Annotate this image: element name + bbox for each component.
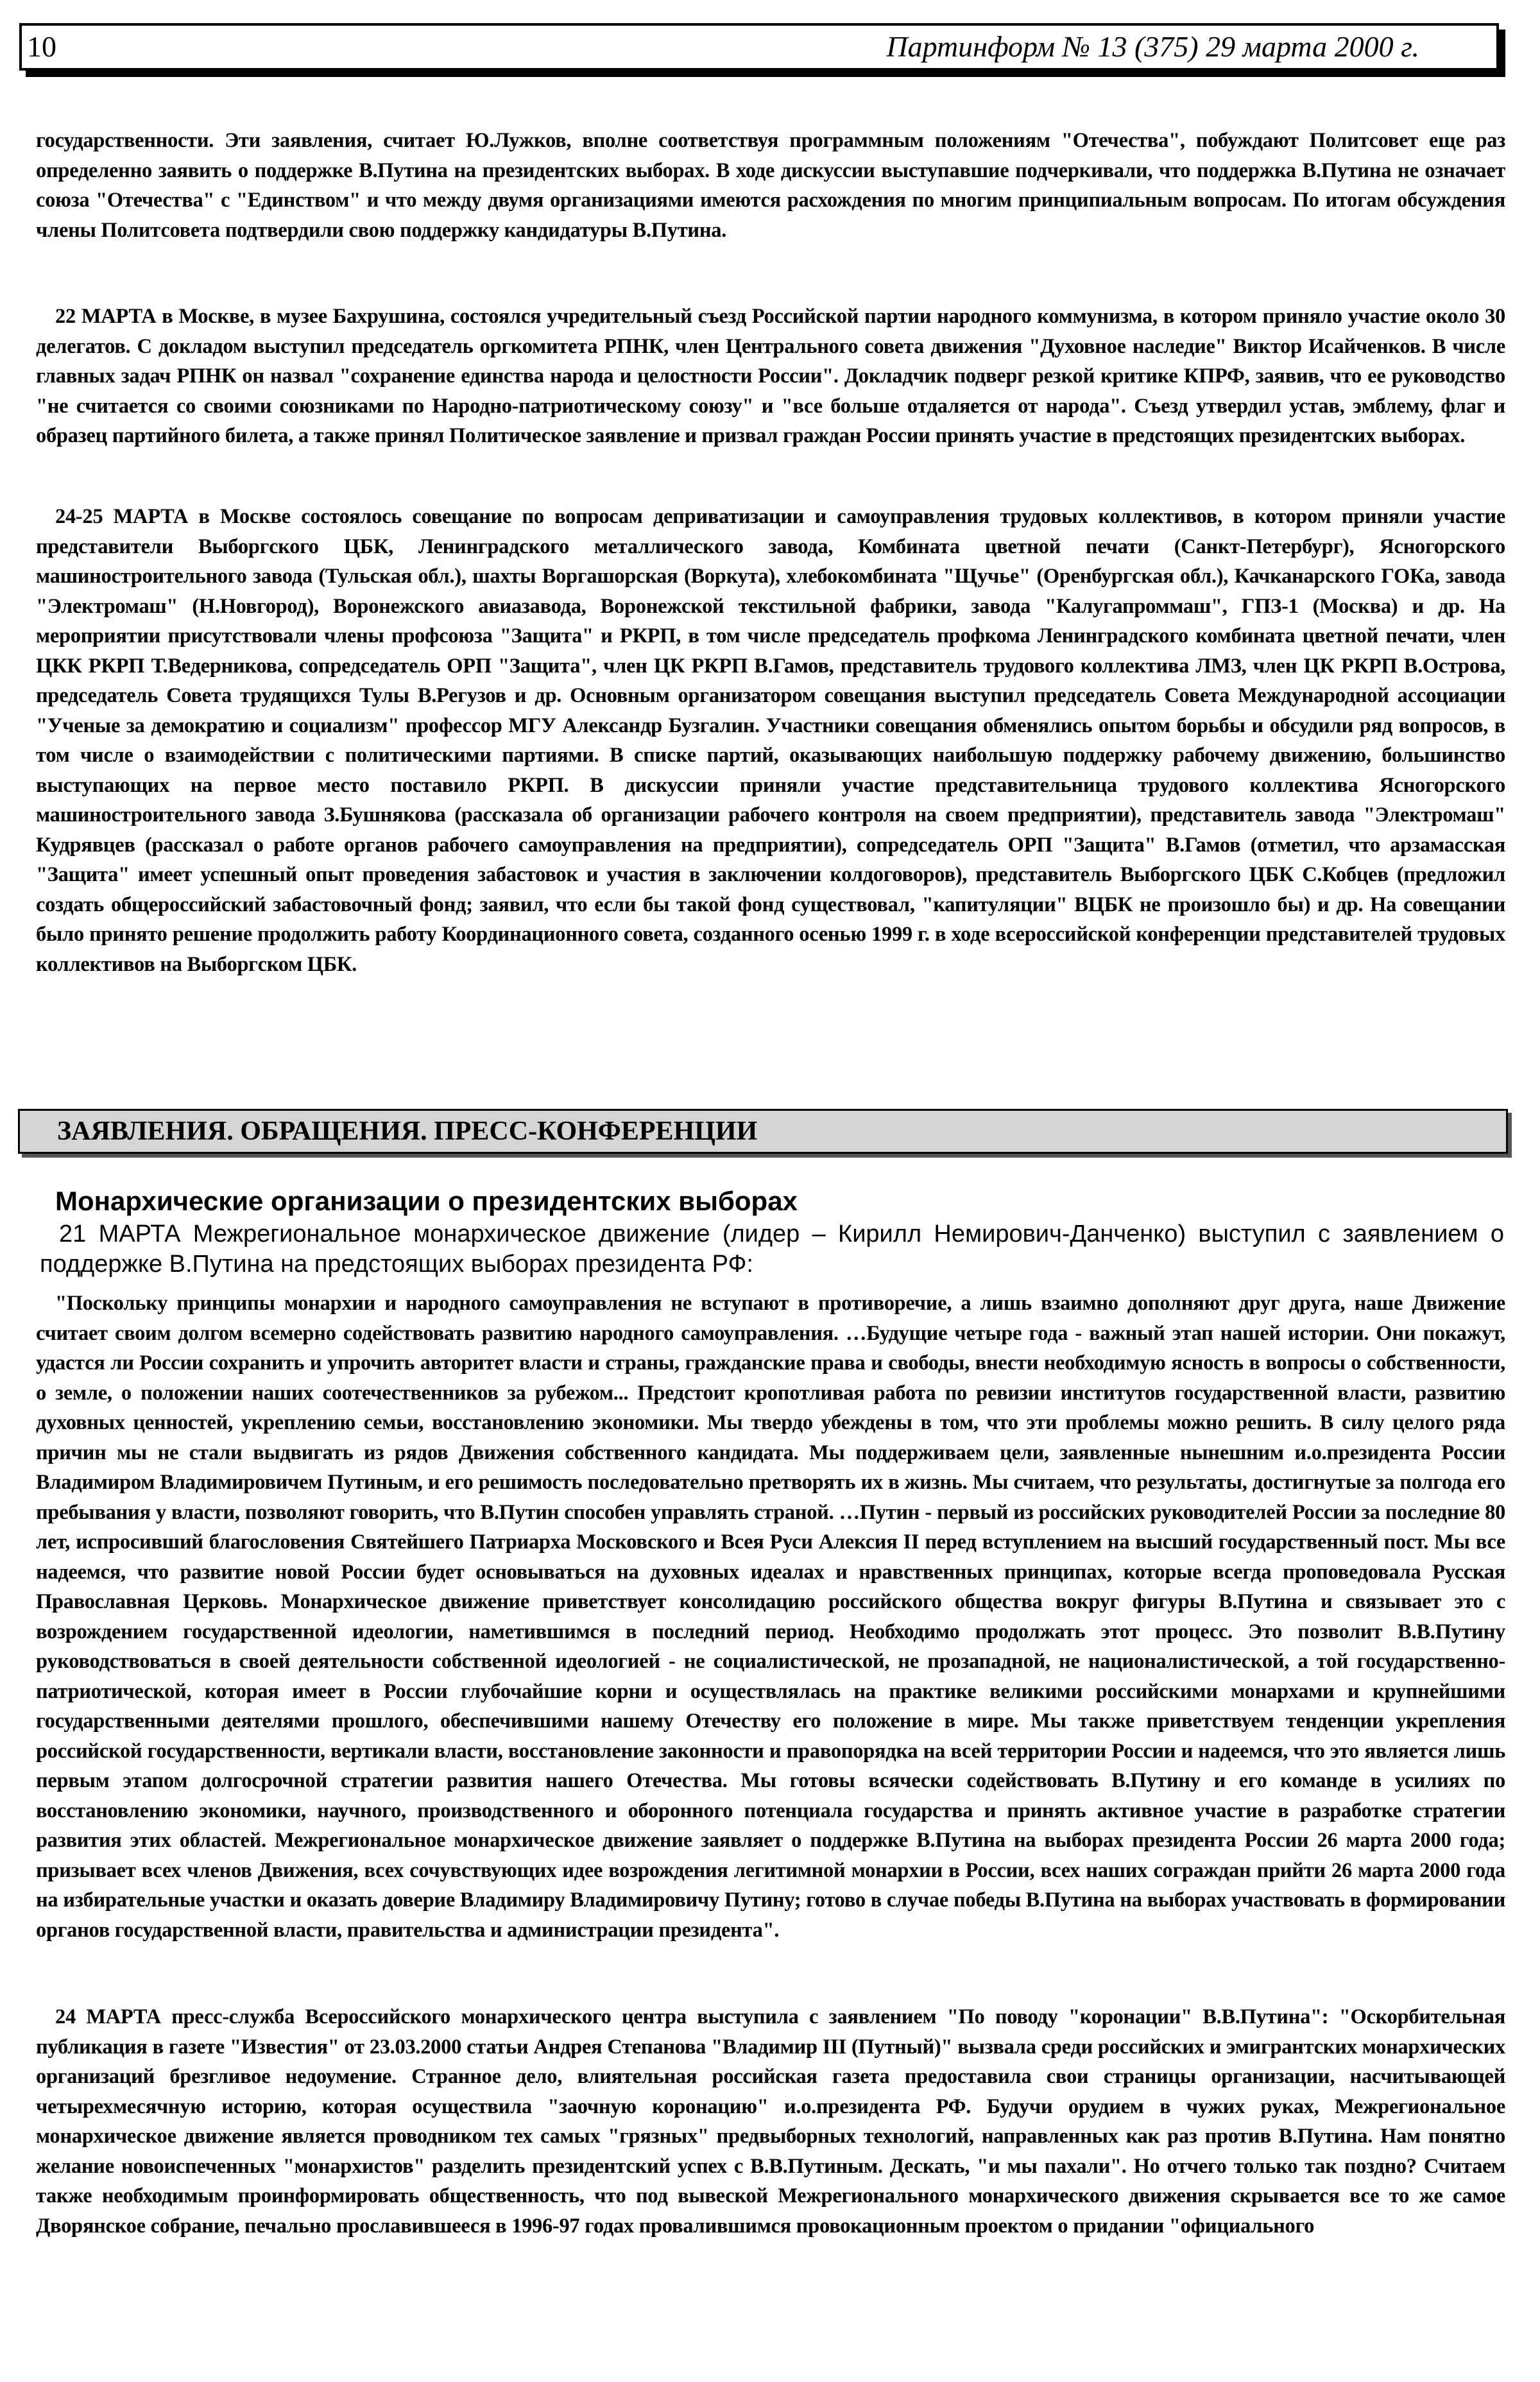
article-lead: 21 МАРТА Межрегиональное монархическое движение (лидер – Кирилл Немирович-Данченко) выступил с заявлением о поддержке В.Путина на предстоящих выборах президента РФ: <box>40 1221 1504 1278</box>
article-quote: "Поскольку принципы монархии и народного самоуправления не вступают в противоречие, а лишь взаимно дополняют друг друга, наше Движение считает своим долгом всемерно содействовать развитию народного самоуправления. …Будущие четыре года - важный этап нашей истории. Они покажут, удастся ли России сохранить и упрочить авторитет власти и страны, гражданские права и свободы, внести необходимую ясность в вопросы о собственности, о земле, о положении наших соотечественников за рубежом... Предстоит кропотливая работа по ревизии институтов государственной власти, развитию духовных ценностей, укреплению семьи, восстановлению экономики. Мы твердо убеждены в том, что эти проблемы можно решить. В силу целого ряда причин мы не стали выдвигать из рядов Движения собственного кандидата. Мы поддерживаем цели, заявленные нынешним и.о.президента России Владимиром Владимировичем Путиным, и его решимость последовательно претворять их в жизнь. Мы считаем, что результаты, достигнутые за полгода его пребывания у власти, позволяют говорить, что В.Путин способен управлять страной. …Путин - первый из российских руководителей России за последние 80 лет, испросивший благословения Святейшего Патриарха Московского и Всея Руси Алексия II перед вступлением на высший государственный пост. Мы все надеемся, что развитие новой России будет основываться на духовных идеалах и нравственных принципах, которые всегда проповедовала Русская Православная Церковь. Монархическое движение приветствует консолидацию российского общества вокруг фигуры В.Путина и связывает это с возрождением государственной идеологии, наметившимся в последний период. Необходимо продолжать этот процесс. Это позволит В.В.Путину руководствоваться в своей деятельности собственной идеологией - не социалистической, не прозападной, не националистической, а той государственно-патриотической, которая имеет в России глубочайшие корни и осуществлялась на практике великими российскими монархами и крупнейшими государственными деятелями прошлого, обеспечившими нашему Отечеству его положение в мире. Мы также приветствуем тенденции укрепления российской государственности, вертикали власти, восстановление законности и правопорядка на всей территории России и надеемся, что это является лишь первым этапом долгосрочной стратегии развития нашего Отечества. Мы готовы всячески содействовать В.Путину и его команде в усилиях по восстановлению экономики, научного, производственного и оборонного потенциала государства и принять активное участие в разработке стратегии развития этих областей. Межрегиональное монархическое движение заявляет о поддержке В.Путина на выборах президента России 26 марта 2000 года; призывает всех членов Движения, всех сочувствующих идее возрождения легитимной монархии в России, всех наших сограждан прийти 26 марта 2000 года на избирательные участки и оказать доверие Владимиру Владимировичу Путину; готово в случае победы В.Путина на выборах участвовать в формировании органов государственной власти, правительства и администрации президента". <box>36 1292 1505 1942</box>
publication-title: Партинформ № 13 (375) 29 марта 2000 г. <box>886 30 1419 63</box>
page-number: 10 <box>27 30 56 63</box>
article-followup: 24 МАРТА пресс-служба Всероссийского монархического центра выступила с заявлением "По поводу "коронации" В.В.Путина": "Оскорбительная публикация в газете "Известия" от 23.03.2000 статьи Андрея Степанова "Владимир III (Путный)" вызвала среди российских и эмигрантских монархических организаций брезгливое недоумение. Странное дело, влиятельная российская газета предоставила свои страницы организации, насчитывающей четырехмесячную историю, которая осуществила "заочную коронацию" и.о.президента РФ. Будучи орудием в чужих руках, Межрегиональное монархическое движение является проводником тех самых "грязных" предвыборных технологий, направленных как раз против В.Путина. Нам понятно желание новоиспеченных "монархистов" разделить президентский успех с В.В.Путиным. Дескать, "и мы пахали". Но отчего только так поздно? Считаем также необходимым проинформировать общественность, что под вывеской Межрегионального монархического движения скрывается все то же самое Дворянское собрание, печально прославившееся в 1996-97 годах провалившимся провокационным проектом о придании "официального <box>36 2005 1505 2238</box>
paragraph-rpnk: 22 МАРТА в Москве, в музее Бахрушина, состоялся учредительный съезд Российской партии народного коммунизма, в котором приняло участие около 30 делегатов. С докладом выступил председатель оргкомитета РПНК, член Центрального совета движения "Духовное наследие" Виктор Исайченков. В числе главных задач РПНК он назвал "сохранение единства народа и целостности России". Докладчик подверг резкой критике КПРФ, заявив, что ее руководство "не считается со своими союзниками по Народно-патриотическому союзу" и "все больше отдаляется от народа". Съезд утвердил устав, эмблему, флаг и образец партийного билета, а также принял Политическое заявление и призвал граждан России принять участие в предстоящих президентских выборах. <box>36 305 1505 447</box>
paragraph-luzhkov: государственности. Эти заявления, считает Ю.Лужков, вполне соответствуя программным положениям "Отечества", побуждают Политсовет еще раз определенно заявить о поддержке В.Путина на президентских выборах. В ходе дискуссии выступавшие подчеркивали, что поддержка В.Путина не означает союза "Отечества" с "Единством" и что между двумя организациями имеются расхождения по многим принципиальным вопросам. По итогам обсуждения члены Политсовета подтвердили свою поддержку кандидатуры В.Путина. <box>36 129 1505 242</box>
paragraph-deprivatization: 24-25 МАРТА в Москве состоялось совещание по вопросам деприватизации и самоуправления трудовых коллективов, в котором приняли участие представители Выборгского ЦБК, Ленинградского металлического завода, Комбината цветной печати (Санкт-Петербург), Ясногорского машиностроительного завода (Тульская обл.), шахты Воргашорская (Воркута), хлебокомбината "Щучье" (Оренбургская обл.), Качканарского ГОКа, завода "Электромаш" (Н.Новгород), Воронежского авиазавода, Воронежской текстильной фабрики, завода "Калугапроммаш", ГПЗ-1 (Москва) и др. На мероприятии присутствовали члены профсоюза "Защита" и РКРП, в том числе председатель профкома Ленинградского комбината цветной печати, член ЦКК РКРП Т.Ведерникова, сопредседатель ОРП "Защита", член ЦК РКРП В.Гамов, представитель трудового коллектива ЛМЗ, член ЦК РКРП В.Острова, председатель Совета трудящихся Тулы В.Регузов и др. Основным организатором совещания выступил председатель Совета Международной ассоциации "Ученые за демократию и социализм" профессор МГУ Александр Бузгалин. Участники совещания обменялись опытом борьбы и обсудили ряд вопросов, в том числе о взаимодействии с политическими партиями. В списке партий, оказывающих наибольшую поддержку рабочему движению, большинство выступающих на первое место поставило РКРП. В дискуссии приняли участие представительница трудового коллектива Ясногорского машиностроительного завода З.Бушнякова (рассказала об организации рабочего контроля на своем предприятии), представитель завода "Электромаш" Кудрявцев (рассказал о работе органов рабочего самоуправления на предприятии), сопредседатель ОРП "Защита" В.Гамов (отметил, что арзамасская "Защита" имеет успешный опыт проведения забастовок и участия в заключении колдоговоров), представитель Выборгского ЦБК С.Кобцев (предложил создать общероссийский забастовочный фонд; заявил, что если бы такой фонд существовал, "капитуляции" ВЦБК не произошло бы) и др. На совещании было принято решение продолжить работу Координационного совета, созданного осенью 1999 г. в ходе всероссийской конференции представителей трудовых коллективов на Выборгском ЦБК. <box>36 505 1505 976</box>
page-header <box>19 23 1499 71</box>
article-title: Монархические организации о президентских выборах <box>55 1186 798 1216</box>
section-title: ЗАЯВЛЕНИЯ. ОБРАЩЕНИЯ. ПРЕСС-КОНФЕРЕНЦИИ <box>57 1117 758 1146</box>
section-heading-bar <box>18 1109 1508 1154</box>
